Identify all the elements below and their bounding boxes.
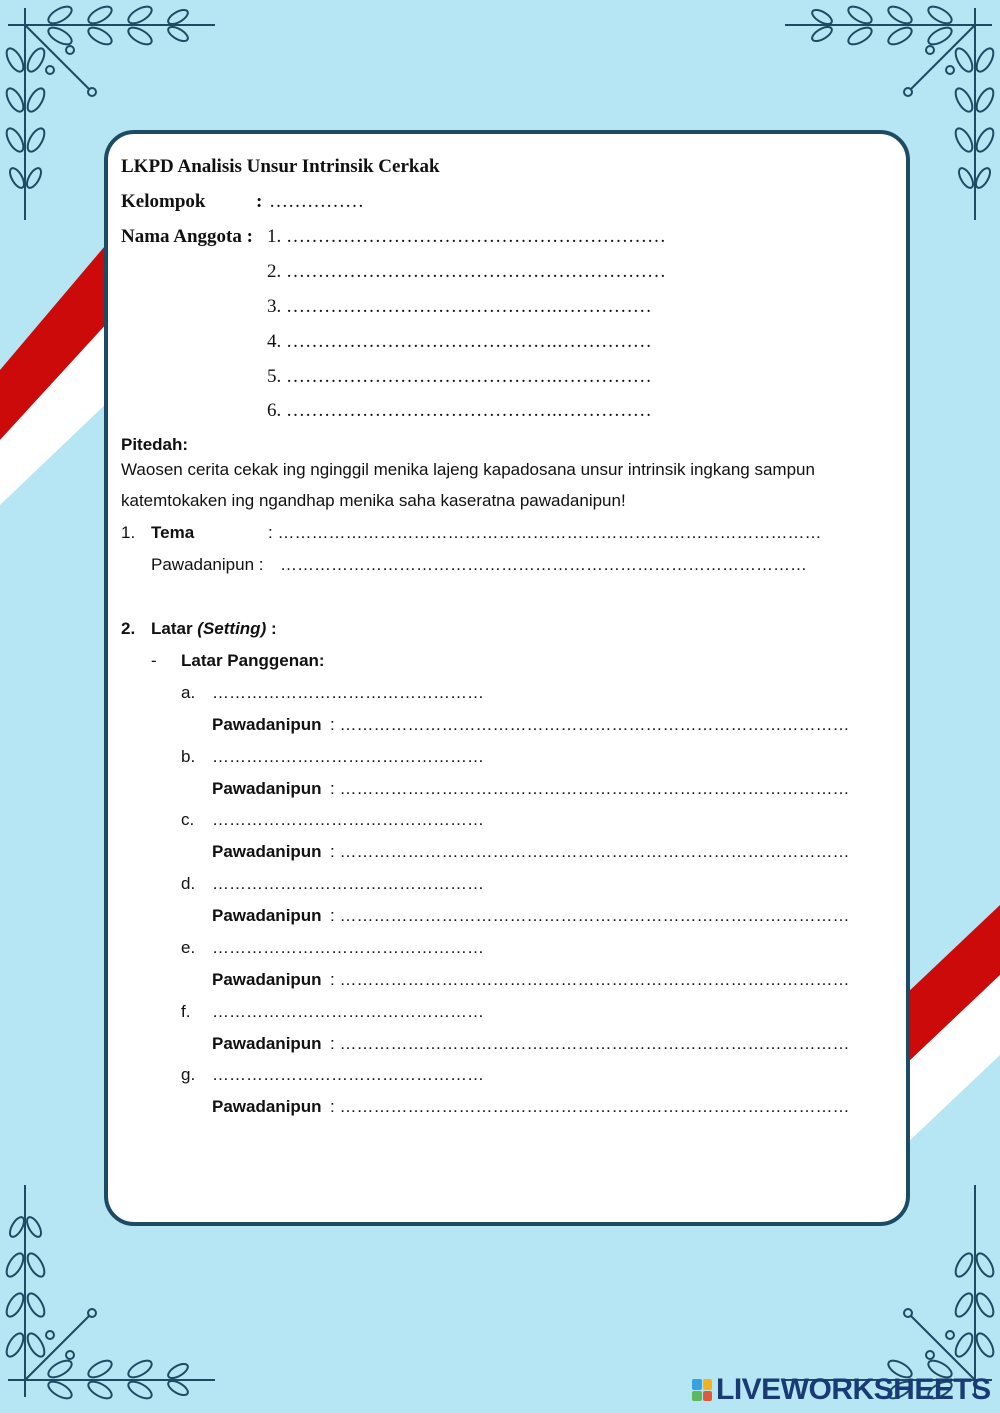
- anggota-blank-4[interactable]: 4. …………………………………….……………: [267, 331, 652, 352]
- item-pawadan-label-g: Pawadanipun: [212, 1097, 322, 1116]
- item-pawadan-blank-d[interactable]: : ………………………………………………………………………………: [330, 906, 850, 925]
- q2-number: 2.: [121, 619, 136, 638]
- q2-latar-label: Latar (Setting) :: [151, 619, 277, 638]
- kelompok-label: Kelompok: [121, 191, 206, 212]
- item-letter-g: g.: [181, 1065, 196, 1084]
- q1-pawadan-blank[interactable]: …………………………………………………………………………………: [280, 555, 807, 574]
- item-blank-a[interactable]: …………………………………………: [212, 683, 484, 702]
- kelompok-separator: :: [256, 191, 263, 212]
- item-pawadan-blank-g[interactable]: : ………………………………………………………………………………: [330, 1097, 850, 1116]
- item-letter-e: e.: [181, 938, 196, 957]
- anggota-label: Nama Anggota :: [121, 226, 253, 247]
- item-pawadan-blank-b[interactable]: : ………………………………………………………………………………: [330, 779, 850, 798]
- item-letter-b: b.: [181, 747, 196, 766]
- item-blank-f[interactable]: …………………………………………: [212, 1002, 484, 1021]
- anggota-blank-6[interactable]: 6. …………………………………….……………: [267, 400, 652, 421]
- item-letter-a: a.: [181, 683, 196, 702]
- q1-pawadan-label: Pawadanipun :: [151, 555, 264, 574]
- instructions-text-line-1: Waosen cerita cekak ing nginggil menika lajeng kapadosana unsur intrinsik ingkang sampun: [121, 460, 815, 479]
- item-pawadan-label-e: Pawadanipun: [212, 970, 322, 989]
- liveworksheets-logo: [692, 1372, 991, 1408]
- item-pawadan-label-d: Pawadanipun: [212, 906, 322, 925]
- item-pawadan-label-b: Pawadanipun: [212, 779, 322, 798]
- item-blank-b[interactable]: …………………………………………: [212, 747, 484, 766]
- item-pawadan-blank-e[interactable]: : ………………………………………………………………………………: [330, 970, 850, 989]
- q2-latar-panggenan-label: Latar Panggenan:: [181, 651, 325, 670]
- anggota-blank-3[interactable]: 3. …………………………………….……………: [267, 296, 652, 317]
- liveworksheets-logo-text: LIVEWORKSHEETS: [716, 1373, 991, 1406]
- item-pawadan-label-f: Pawadanipun: [212, 1034, 322, 1053]
- item-blank-c[interactable]: …………………………………………: [212, 810, 484, 829]
- item-pawadan-label-c: Pawadanipun: [212, 842, 322, 861]
- item-pawadan-label-a: Pawadanipun: [212, 715, 322, 734]
- item-letter-d: d.: [181, 874, 196, 893]
- liveworksheets-logo-icon: [692, 1379, 712, 1401]
- flag-ribbon-left: [0, 240, 110, 510]
- item-blank-e[interactable]: …………………………………………: [212, 938, 484, 957]
- item-pawadan-blank-c[interactable]: : ………………………………………………………………………………: [330, 842, 850, 861]
- anggota-blank-5[interactable]: 5. …………………………………….……………: [267, 366, 652, 387]
- item-pawadan-blank-a[interactable]: : ………………………………………………………………………………: [330, 715, 850, 734]
- worksheet-card: [104, 130, 910, 1226]
- q1-tema-label: Tema: [151, 523, 195, 542]
- item-blank-g[interactable]: …………………………………………: [212, 1065, 484, 1084]
- anggota-blank-2[interactable]: 2. ……………………………………………………: [267, 261, 666, 282]
- item-letter-f: f.: [181, 1002, 191, 1021]
- worksheet-title: LKPD Analisis Unsur Intrinsik Cerkak: [121, 156, 440, 177]
- flag-ribbon-right: [905, 905, 1000, 1150]
- q1-tema-blank[interactable]: : ……………………………………………………………………………………: [268, 523, 822, 542]
- q1-number: 1.: [121, 523, 136, 542]
- item-letter-c: c.: [181, 810, 195, 829]
- item-blank-d[interactable]: …………………………………………: [212, 874, 484, 893]
- kelompok-blank[interactable]: ……………: [269, 191, 364, 212]
- instructions-text-line-2: katemtokaken ing ngandhap menika saha kaseratna pawadanipun!: [121, 491, 626, 510]
- q2-sub-dash: -: [151, 651, 157, 670]
- anggota-blank-1[interactable]: 1. ……………………………………………………: [267, 226, 666, 247]
- item-pawadan-blank-f[interactable]: : ………………………………………………………………………………: [330, 1034, 850, 1053]
- instructions-label: Pitedah:: [121, 435, 189, 454]
